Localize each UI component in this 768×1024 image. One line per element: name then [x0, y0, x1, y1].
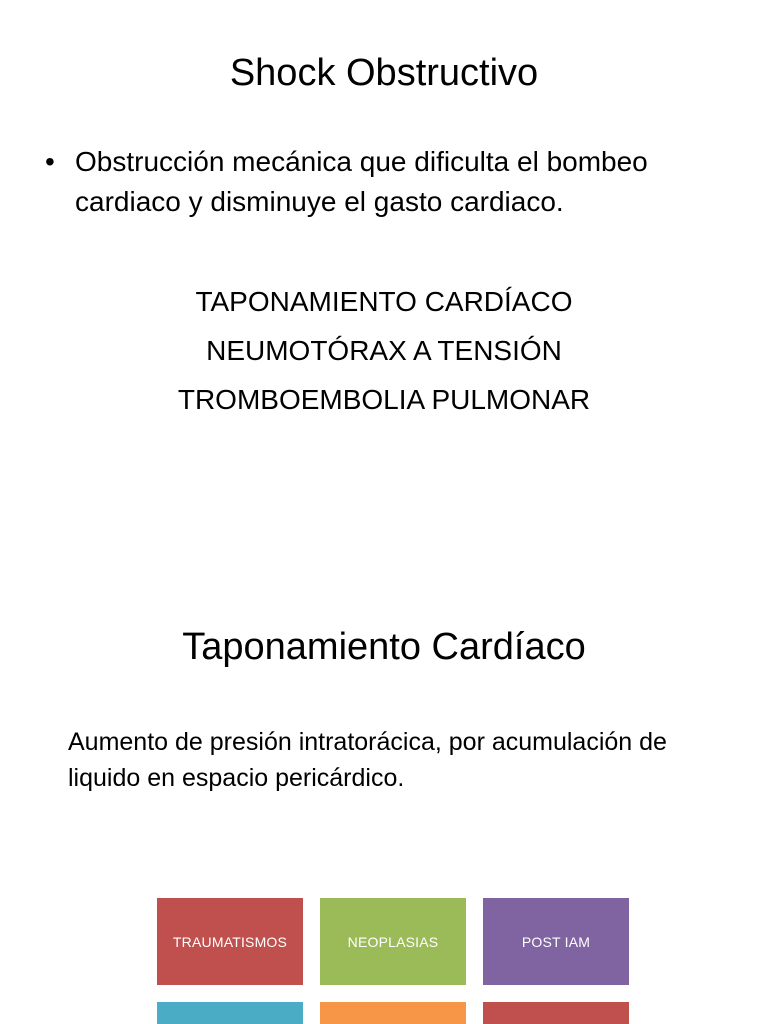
slide-taponamiento-cardiaco [0, 512, 768, 1024]
tile-blue [157, 1002, 303, 1024]
tile-orange [320, 1002, 466, 1024]
cause-neumotorax: NEUMOTÓRAX A TENSIÓN [206, 335, 562, 366]
bullet-icon: • [45, 146, 55, 177]
tile-traumatismos: TRAUMATISMOS [157, 898, 303, 985]
cause-taponamiento: TAPONAMIENTO CARDÍACO [195, 286, 573, 317]
bullet-item [45, 142, 745, 222]
tile-row [157, 898, 629, 985]
tile-neoplasias: NEOPLASIAS [320, 898, 466, 985]
causes-list [0, 277, 768, 424]
cause-tromboembolia: TROMBOEMBOLIA PULMONAR [177, 384, 591, 415]
tile-red [483, 1002, 629, 1024]
tile-row [157, 1002, 629, 1024]
definition-text: Aumento de presión intratorácica, por acumulación de liquido en espacio pericárdico. [68, 728, 667, 792]
slide-title: Taponamiento Cardíaco [182, 626, 586, 668]
slide-title: Shock Obstructivo [229, 52, 539, 94]
bullet-text: Obstrucción mecánica que dificulta el bombeo cardiaco y disminuye el gasto cardiaco. [75, 146, 648, 217]
tile-post-iam: POST IAM [483, 898, 629, 985]
